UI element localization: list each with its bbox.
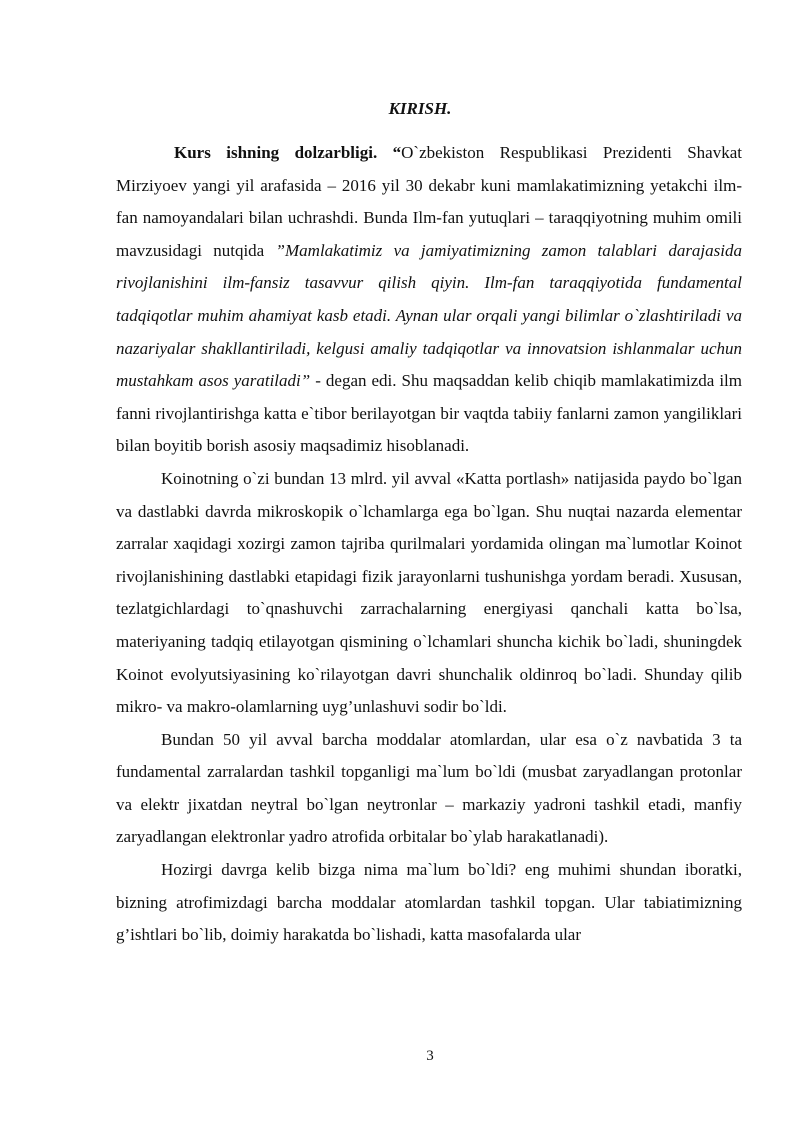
paragraph-universe: Koinotning o`zi bundan 13 mlrd. yil avval «Katta portlash» natijasida paydo bo`lgan va dastlabki davrda mikroskopik o`lchamlarga ega bo`lgan. Shu nuqtai nazarda elementar zarralar xaqidagi xozirgi zamon tajriba qurilmalari yordamida olingan ma`lumotlar Koinot rivojlanishining dastlabki etapidagi fizik jarayonlarni tushunishga yordam beradi. Xususan, tezlatgichlardagi to`qnashuvchi zarrachalarning energiyasi qanchali katta bo`lsa, materiyaning tadqiq etilayotgan qismining o`lchamlari shuncha kichik bo`ladi, shuningdek Koinot evolyutsiyasining ko`rilayotgan davri shunchalik oldinroq bo`ladi. Shunday qilib mikro- va makro-olamlarning uyg’unlashuvi sodir bo`ldi.: [116, 468, 742, 717]
paragraph-present-day: Hozirgi davrga kelib bizga nima ma`lum bo`ldi? eng muhimi shundan iboratki, bizning atrofimizdagi barcha moddalar atomlardan tashkil topgan. Ular tabiatimizning g’ishtlari bo`lib, doimiy harakatda bo`lishadi, katta masofalarda ular: [116, 860, 742, 945]
page-number: 3: [426, 1048, 434, 1064]
section-title: KIRISH.: [388, 99, 452, 118]
paragraph-atoms: Bundan 50 yil avval barcha moddalar atomlardan, ular esa o`z navbatida 3 ta fundamental zarralardan tashkil topganligi ma`lum bo`ldi (musbat zaryadlangan protonlar va elektr jixatdan neytral bo`lgan neytronlar – markaziy yadroni tashkil etadi, manfiy zaryadlangan elektronlar yadro atrofida orbitalar bo`ylab harakatlanadi).: [116, 729, 742, 847]
paragraph-relevance: [116, 137, 742, 463]
opening-quote-mark: “: [377, 143, 402, 162]
president-quote: ”Mamlakatimiz va jamiyatimizning zamon talablari darajasida rivojlanishini ilm-fansiz tasavvur qilish qiyin. Ilm-fan taraqqiyotida fundamental tadqiqotlar muhim ahamiyat kasb etadi. Aynan ular orqali yangi bilimlar o`zlashtiriladi va nazariyalar shakllantiriladi, kelgusi amaliy tadqiqotlar va innovatsion ishlanmalar uchun mustahkam asos yaratiladi”: [116, 240, 742, 391]
paragraph-text: O`zbekiston Respublikasi Prezidenti Shavkat Mirziyoev yangi yil arafasida – 2016 yil 30 dekabr kuni mamlakatimizning yetakchi ilm-fan namoyandalari bilan uchrashdi. Bunda Ilm-fan yutuqlari – taraqqiyotning muhim omili mavzusidagi nutqida: [116, 143, 742, 260]
document-body: [116, 137, 742, 952]
relevance-lead: Kurs ishning dolzarbligi.: [174, 143, 378, 162]
paragraph-text: - degan edi. Shu maqsaddan kelib chiqib mamlakatimizda ilm fanni rivojlantirishga katta e`tibor berilayotgan bir vaqtda tabiiy fanlarni zamon yangiliklari bilan boyitib borish asosiy maqsadimiz hisoblanadi.: [116, 371, 742, 456]
